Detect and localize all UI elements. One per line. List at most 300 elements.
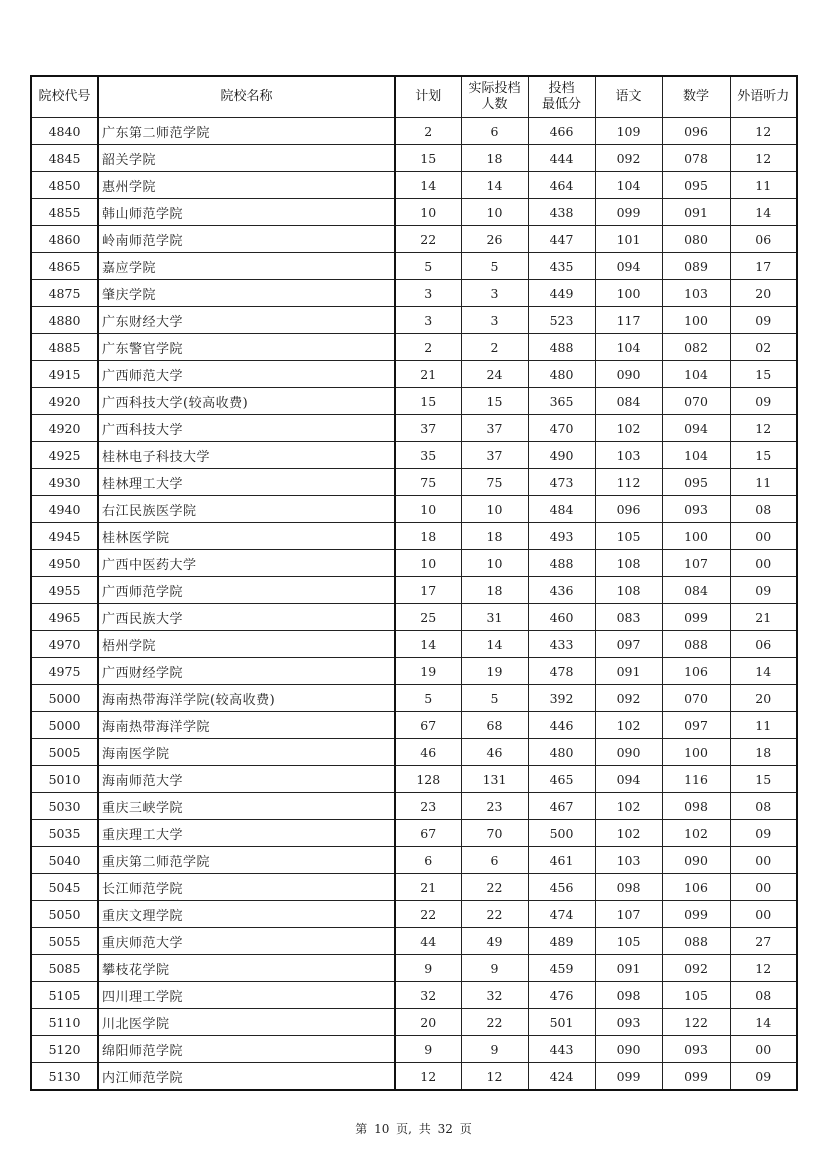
- cell-actual: 22: [461, 1009, 528, 1036]
- cell-min-score: 449: [528, 280, 595, 307]
- header-plan: 计划: [395, 76, 461, 118]
- table-row: [31, 982, 797, 1009]
- cell-name: 重庆第二师范学院: [98, 847, 395, 874]
- cell-name: 内江师范学院: [98, 1063, 395, 1091]
- cell-plan: 17: [395, 577, 461, 604]
- cell-plan: 5: [395, 685, 461, 712]
- cell-actual: 14: [461, 172, 528, 199]
- cell-name: 海南热带海洋学院: [98, 712, 395, 739]
- cell-math: 082: [662, 334, 730, 361]
- cell-min-score: 467: [528, 793, 595, 820]
- cell-code: 5035: [31, 820, 98, 847]
- cell-name: 广西师范大学: [98, 361, 395, 388]
- cell-plan: 14: [395, 631, 461, 658]
- cell-name: 梧州学院: [98, 631, 395, 658]
- cell-plan: 10: [395, 550, 461, 577]
- cell-name: 广西中医药大学: [98, 550, 395, 577]
- cell-chinese: 109: [595, 118, 662, 145]
- cell-actual: 70: [461, 820, 528, 847]
- cell-actual: 23: [461, 793, 528, 820]
- cell-min-score: 446: [528, 712, 595, 739]
- cell-name: 右江民族医学院: [98, 496, 395, 523]
- cell-name: 桂林电子科技大学: [98, 442, 395, 469]
- cell-code: 4840: [31, 118, 98, 145]
- table-row: [31, 766, 797, 793]
- cell-math: 096: [662, 118, 730, 145]
- table-row: [31, 415, 797, 442]
- cell-code: 5045: [31, 874, 98, 901]
- cell-chinese: 090: [595, 739, 662, 766]
- cell-plan: 12: [395, 1063, 461, 1091]
- cell-min-score: 447: [528, 226, 595, 253]
- cell-listening: 20: [730, 280, 797, 307]
- cell-name: 海南热带海洋学院(较高收费): [98, 685, 395, 712]
- cell-actual: 5: [461, 685, 528, 712]
- cell-name: 广西科技大学(较高收费): [98, 388, 395, 415]
- cell-math: 103: [662, 280, 730, 307]
- cell-actual: 75: [461, 469, 528, 496]
- cell-chinese: 102: [595, 820, 662, 847]
- cell-actual: 32: [461, 982, 528, 1009]
- cell-code: 4885: [31, 334, 98, 361]
- cell-plan: 21: [395, 874, 461, 901]
- cell-min-score: 466: [528, 118, 595, 145]
- cell-actual: 18: [461, 523, 528, 550]
- cell-name: 绵阳师范学院: [98, 1036, 395, 1063]
- cell-plan: 3: [395, 307, 461, 334]
- cell-code: 4970: [31, 631, 98, 658]
- cell-min-score: 443: [528, 1036, 595, 1063]
- cell-code: 5120: [31, 1036, 98, 1063]
- table-row: [31, 172, 797, 199]
- cell-name: 重庆文理学院: [98, 901, 395, 928]
- cell-code: 4845: [31, 145, 98, 172]
- cell-min-score: 433: [528, 631, 595, 658]
- cell-chinese: 108: [595, 550, 662, 577]
- cell-actual: 10: [461, 550, 528, 577]
- cell-chinese: 084: [595, 388, 662, 415]
- cell-name: 广西师范学院: [98, 577, 395, 604]
- cell-plan: 19: [395, 658, 461, 685]
- cell-math: 070: [662, 388, 730, 415]
- cell-code: 5005: [31, 739, 98, 766]
- cell-plan: 21: [395, 361, 461, 388]
- cell-math: 106: [662, 874, 730, 901]
- cell-math: 107: [662, 550, 730, 577]
- cell-code: 5055: [31, 928, 98, 955]
- table-row: [31, 604, 797, 631]
- header-actual-line2: 人数: [481, 97, 508, 112]
- table-row: [31, 658, 797, 685]
- cell-math: 100: [662, 739, 730, 766]
- cell-plan: 22: [395, 226, 461, 253]
- cell-name: 川北医学院: [98, 1009, 395, 1036]
- cell-plan: 9: [395, 955, 461, 982]
- cell-min-score: 480: [528, 739, 595, 766]
- cell-code: 4875: [31, 280, 98, 307]
- table-row: [31, 118, 797, 145]
- cell-listening: 12: [730, 145, 797, 172]
- cell-min-score: 490: [528, 442, 595, 469]
- cell-actual: 37: [461, 442, 528, 469]
- cell-chinese: 103: [595, 442, 662, 469]
- cell-plan: 15: [395, 145, 461, 172]
- cell-code: 5030: [31, 793, 98, 820]
- cell-plan: 10: [395, 199, 461, 226]
- cell-code: 4865: [31, 253, 98, 280]
- cell-actual: 9: [461, 955, 528, 982]
- cell-name: 桂林医学院: [98, 523, 395, 550]
- header-row: [31, 76, 797, 118]
- cell-actual: 14: [461, 631, 528, 658]
- cell-listening: 11: [730, 469, 797, 496]
- cell-code: 4965: [31, 604, 98, 631]
- cell-min-score: 436: [528, 577, 595, 604]
- header-min-line2: 最低分: [541, 97, 581, 112]
- cell-chinese: 107: [595, 901, 662, 928]
- cell-listening: 14: [730, 199, 797, 226]
- cell-listening: 18: [730, 739, 797, 766]
- cell-name: 桂林理工大学: [98, 469, 395, 496]
- header-min-line1: 投档: [548, 81, 575, 96]
- cell-actual: 5: [461, 253, 528, 280]
- cell-math: 100: [662, 307, 730, 334]
- cell-chinese: 090: [595, 1036, 662, 1063]
- cell-math: 094: [662, 415, 730, 442]
- table-body: [31, 118, 797, 1091]
- cell-name: 广西财经学院: [98, 658, 395, 685]
- cell-min-score: 438: [528, 199, 595, 226]
- table-row: [31, 334, 797, 361]
- cell-name: 重庆理工大学: [98, 820, 395, 847]
- cell-listening: 00: [730, 523, 797, 550]
- cell-chinese: 104: [595, 172, 662, 199]
- cell-actual: 18: [461, 145, 528, 172]
- cell-math: 095: [662, 172, 730, 199]
- cell-actual: 37: [461, 415, 528, 442]
- cell-actual: 26: [461, 226, 528, 253]
- cell-chinese: 100: [595, 280, 662, 307]
- cell-math: 098: [662, 793, 730, 820]
- cell-math: 102: [662, 820, 730, 847]
- cell-min-score: 489: [528, 928, 595, 955]
- page-footer: 第 10 页, 共 32 页: [355, 1122, 472, 1136]
- cell-code: 4920: [31, 388, 98, 415]
- cell-chinese: 101: [595, 226, 662, 253]
- cell-name: 韩山师范学院: [98, 199, 395, 226]
- table-row: [31, 1009, 797, 1036]
- cell-min-score: 435: [528, 253, 595, 280]
- table-row: [31, 280, 797, 307]
- table-row: [31, 199, 797, 226]
- cell-plan: 35: [395, 442, 461, 469]
- cell-plan: 37: [395, 415, 461, 442]
- cell-plan: 10: [395, 496, 461, 523]
- cell-listening: 09: [730, 307, 797, 334]
- cell-name: 广东第二师范学院: [98, 118, 395, 145]
- cell-chinese: 091: [595, 955, 662, 982]
- cell-math: 093: [662, 496, 730, 523]
- cell-actual: 31: [461, 604, 528, 631]
- cell-min-score: 464: [528, 172, 595, 199]
- cell-chinese: 103: [595, 847, 662, 874]
- table-row: [31, 793, 797, 820]
- cell-math: 089: [662, 253, 730, 280]
- cell-listening: 20: [730, 685, 797, 712]
- cell-chinese: 105: [595, 523, 662, 550]
- cell-name: 四川理工学院: [98, 982, 395, 1009]
- cell-min-score: 501: [528, 1009, 595, 1036]
- cell-code: 4915: [31, 361, 98, 388]
- cell-listening: 00: [730, 847, 797, 874]
- cell-code: 5105: [31, 982, 98, 1009]
- cell-listening: 15: [730, 361, 797, 388]
- cell-code: 4940: [31, 496, 98, 523]
- cell-plan: 128: [395, 766, 461, 793]
- cell-min-score: 365: [528, 388, 595, 415]
- cell-actual: 18: [461, 577, 528, 604]
- cell-code: 4920: [31, 415, 98, 442]
- cell-actual: 3: [461, 307, 528, 334]
- cell-actual: 6: [461, 118, 528, 145]
- cell-listening: 08: [730, 496, 797, 523]
- table-row: [31, 577, 797, 604]
- header-code: 院校代号: [31, 76, 98, 118]
- cell-chinese: 092: [595, 685, 662, 712]
- cell-name: 攀枝花学院: [98, 955, 395, 982]
- table-row: [31, 631, 797, 658]
- cell-plan: 67: [395, 820, 461, 847]
- cell-math: 092: [662, 955, 730, 982]
- cell-actual: 3: [461, 280, 528, 307]
- cell-listening: 12: [730, 955, 797, 982]
- cell-listening: 27: [730, 928, 797, 955]
- header-math: 数学: [662, 76, 730, 118]
- cell-name: 岭南师范学院: [98, 226, 395, 253]
- cell-name: 惠州学院: [98, 172, 395, 199]
- cell-listening: 15: [730, 766, 797, 793]
- cell-code: 4880: [31, 307, 98, 334]
- cell-chinese: 092: [595, 145, 662, 172]
- cell-min-score: 493: [528, 523, 595, 550]
- cell-plan: 75: [395, 469, 461, 496]
- cell-min-score: 424: [528, 1063, 595, 1091]
- cell-actual: 22: [461, 901, 528, 928]
- cell-chinese: 096: [595, 496, 662, 523]
- cell-chinese: 098: [595, 874, 662, 901]
- cell-chinese: 097: [595, 631, 662, 658]
- cell-actual: 46: [461, 739, 528, 766]
- cell-name: 重庆师范大学: [98, 928, 395, 955]
- cell-math: 099: [662, 1063, 730, 1091]
- cell-math: 070: [662, 685, 730, 712]
- cell-chinese: 091: [595, 658, 662, 685]
- cell-min-score: 460: [528, 604, 595, 631]
- table-row: [31, 469, 797, 496]
- table-row: [31, 523, 797, 550]
- table-row: [31, 847, 797, 874]
- cell-actual: 49: [461, 928, 528, 955]
- cell-name: 广西科技大学: [98, 415, 395, 442]
- header-listening: 外语听力: [730, 76, 797, 118]
- cell-name: 韶关学院: [98, 145, 395, 172]
- cell-math: 088: [662, 928, 730, 955]
- cell-chinese: 105: [595, 928, 662, 955]
- table-row: [31, 1063, 797, 1091]
- cell-math: 091: [662, 199, 730, 226]
- cell-name: 广东警官学院: [98, 334, 395, 361]
- cell-actual: 6: [461, 847, 528, 874]
- cell-name: 重庆三峡学院: [98, 793, 395, 820]
- table-row: [31, 145, 797, 172]
- cell-actual: 12: [461, 1063, 528, 1091]
- cell-math: 093: [662, 1036, 730, 1063]
- cell-listening: 11: [730, 712, 797, 739]
- cell-code: 5040: [31, 847, 98, 874]
- cell-listening: 06: [730, 631, 797, 658]
- cell-min-score: 473: [528, 469, 595, 496]
- table-row: [31, 901, 797, 928]
- header-min-score: [528, 76, 595, 118]
- cell-actual: 10: [461, 496, 528, 523]
- cell-code: 5085: [31, 955, 98, 982]
- cell-chinese: 083: [595, 604, 662, 631]
- cell-name: 海南师范大学: [98, 766, 395, 793]
- table-row: [31, 928, 797, 955]
- table-row: [31, 307, 797, 334]
- table-row: [31, 253, 797, 280]
- cell-min-score: 456: [528, 874, 595, 901]
- header-actual-line1: 实际投档: [468, 81, 521, 96]
- cell-code: 4855: [31, 199, 98, 226]
- cell-chinese: 102: [595, 415, 662, 442]
- cell-min-score: 459: [528, 955, 595, 982]
- cell-plan: 46: [395, 739, 461, 766]
- cell-min-score: 476: [528, 982, 595, 1009]
- cell-actual: 22: [461, 874, 528, 901]
- cell-plan: 2: [395, 334, 461, 361]
- cell-chinese: 112: [595, 469, 662, 496]
- table-row: [31, 1036, 797, 1063]
- cell-listening: 12: [730, 415, 797, 442]
- cell-listening: 02: [730, 334, 797, 361]
- cell-math: 088: [662, 631, 730, 658]
- cell-listening: 00: [730, 874, 797, 901]
- cell-code: 4950: [31, 550, 98, 577]
- cell-plan: 9: [395, 1036, 461, 1063]
- cell-name: 广西民族大学: [98, 604, 395, 631]
- cell-min-score: 523: [528, 307, 595, 334]
- cell-plan: 3: [395, 280, 461, 307]
- cell-math: 099: [662, 901, 730, 928]
- cell-listening: 00: [730, 550, 797, 577]
- cell-math: 095: [662, 469, 730, 496]
- cell-plan: 44: [395, 928, 461, 955]
- cell-code: 4955: [31, 577, 98, 604]
- header-chinese: 语文: [595, 76, 662, 118]
- cell-listening: 14: [730, 1009, 797, 1036]
- table-row: [31, 550, 797, 577]
- cell-plan: 5: [395, 253, 461, 280]
- cell-name: 嘉应学院: [98, 253, 395, 280]
- cell-listening: 11: [730, 172, 797, 199]
- cell-plan: 20: [395, 1009, 461, 1036]
- cell-code: 4975: [31, 658, 98, 685]
- cell-plan: 6: [395, 847, 461, 874]
- cell-plan: 32: [395, 982, 461, 1009]
- cell-plan: 25: [395, 604, 461, 631]
- cell-actual: 2: [461, 334, 528, 361]
- cell-listening: 00: [730, 1036, 797, 1063]
- cell-chinese: 099: [595, 199, 662, 226]
- cell-code: 5130: [31, 1063, 98, 1091]
- cell-chinese: 094: [595, 766, 662, 793]
- cell-plan: 23: [395, 793, 461, 820]
- table-row: [31, 820, 797, 847]
- cell-actual: 68: [461, 712, 528, 739]
- cell-code: 4860: [31, 226, 98, 253]
- cell-min-score: 484: [528, 496, 595, 523]
- cell-math: 106: [662, 658, 730, 685]
- cell-math: 122: [662, 1009, 730, 1036]
- cell-actual: 19: [461, 658, 528, 685]
- cell-min-score: 488: [528, 550, 595, 577]
- cell-plan: 14: [395, 172, 461, 199]
- cell-code: 4850: [31, 172, 98, 199]
- table-row: [31, 739, 797, 766]
- table-row: [31, 226, 797, 253]
- table-row: [31, 496, 797, 523]
- table-row: [31, 442, 797, 469]
- cell-chinese: 104: [595, 334, 662, 361]
- cell-name: 海南医学院: [98, 739, 395, 766]
- cell-chinese: 099: [595, 1063, 662, 1091]
- cell-min-score: 465: [528, 766, 595, 793]
- cell-code: 5000: [31, 685, 98, 712]
- cell-math: 090: [662, 847, 730, 874]
- cell-listening: 15: [730, 442, 797, 469]
- cell-math: 105: [662, 982, 730, 1009]
- cell-actual: 131: [461, 766, 528, 793]
- cell-min-score: 470: [528, 415, 595, 442]
- cell-min-score: 461: [528, 847, 595, 874]
- header-actual: [461, 76, 528, 118]
- cell-plan: 22: [395, 901, 461, 928]
- cell-math: 104: [662, 361, 730, 388]
- cell-plan: 15: [395, 388, 461, 415]
- cell-listening: 08: [730, 982, 797, 1009]
- cell-math: 097: [662, 712, 730, 739]
- cell-listening: 00: [730, 901, 797, 928]
- admissions-table: [30, 75, 798, 1091]
- cell-chinese: 102: [595, 793, 662, 820]
- table-row: [31, 685, 797, 712]
- cell-actual: 10: [461, 199, 528, 226]
- cell-math: 100: [662, 523, 730, 550]
- cell-chinese: 098: [595, 982, 662, 1009]
- cell-chinese: 094: [595, 253, 662, 280]
- cell-listening: 09: [730, 1063, 797, 1091]
- cell-plan: 2: [395, 118, 461, 145]
- cell-listening: 17: [730, 253, 797, 280]
- cell-chinese: 117: [595, 307, 662, 334]
- table-row: [31, 712, 797, 739]
- cell-code: 4945: [31, 523, 98, 550]
- cell-code: 5050: [31, 901, 98, 928]
- cell-chinese: 102: [595, 712, 662, 739]
- cell-actual: 24: [461, 361, 528, 388]
- cell-listening: 06: [730, 226, 797, 253]
